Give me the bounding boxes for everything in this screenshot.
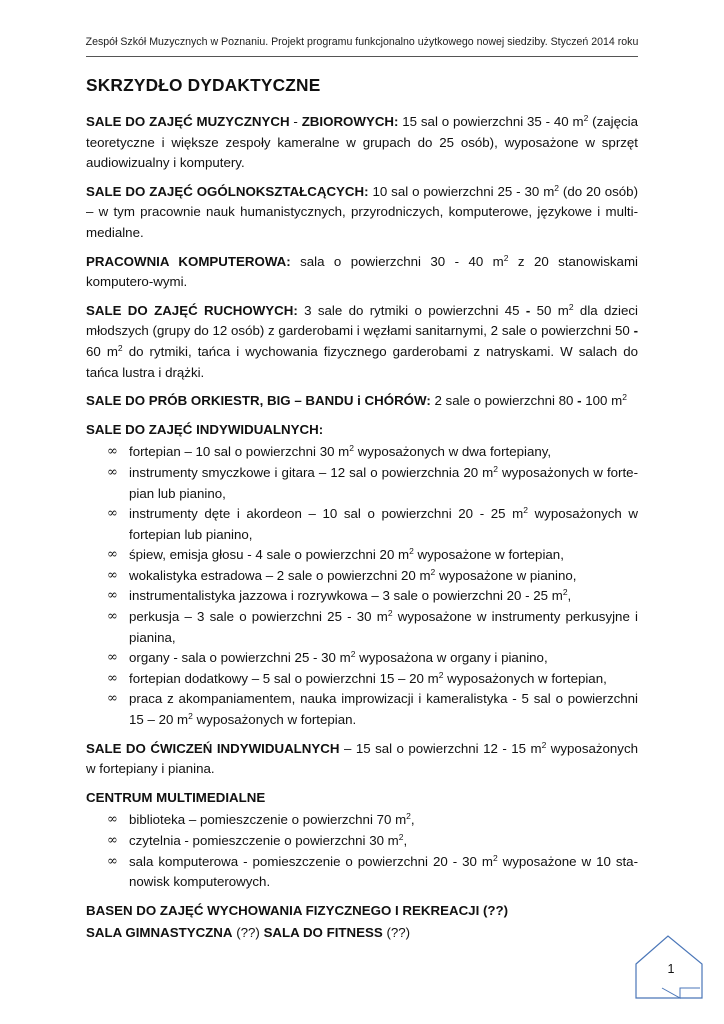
list-item (86, 607, 638, 648)
list-item (86, 442, 638, 463)
item-text: wyposażona w organy i pianino, (355, 650, 548, 666)
item-text: perkusja – 3 sale o powierzchni 25 - 30 m (129, 609, 388, 625)
multimedia-list (86, 810, 638, 892)
infinity-bullet-icon: ∞ (107, 567, 118, 583)
item-text: śpiew, emisja głosu - 4 sale o powierzchni 20 m (129, 547, 410, 563)
heading-label: ZBIOROWYCH: (301, 114, 399, 129)
heading-label: SALE DO ZAJĘĆ OGÓLNOKSZTAŁCĄCYCH: (86, 183, 369, 199)
list-item (86, 463, 638, 504)
paragraph-computer-lab (86, 252, 638, 293)
infinity-bullet-icon: ∞ (107, 547, 118, 563)
item-text: wyposażone w pianino, (435, 567, 577, 583)
heading-label: PRACOWNIA KOMPUTEROWA: (86, 253, 291, 269)
superscript-2: 2 (523, 505, 528, 516)
superscript-2: 2 (350, 649, 356, 660)
paragraph-practice-rooms (86, 739, 638, 780)
body-text: – 15 sal o powierzchni 12 - 15 m (339, 740, 542, 756)
infinity-bullet-icon: ∞ (107, 833, 118, 848)
header-rule (86, 56, 638, 57)
item-text: , (410, 812, 415, 828)
body-text: 10 sal o powierzchni 25 - 30 m (368, 183, 555, 199)
paragraph-pool (86, 901, 638, 922)
body-text: (??) (382, 925, 411, 941)
superscript-2: 2 (117, 342, 123, 353)
item-text: praca z akompaniamentem, nauka improwizacji i kameralistyka - 5 sal o powierzchni 15 – 20 m (129, 691, 638, 728)
body-text: z 20 stanowiskami komputero-wymi. (86, 253, 638, 290)
body-text: 3 sale do rytmiki o powierzchni 45 (297, 302, 526, 318)
body-text: 50 m (530, 302, 569, 318)
body-text: (do 20 osób) – w tym pracownie nauk humanistycznych, przyrodniczych, komputerowe, językowe i multi-medialne. (86, 183, 638, 240)
heading-label: SALE DO PRÓB ORKIESTR, BIG – BANDU i CHÓRÓW: (86, 393, 431, 409)
list-item (86, 504, 638, 545)
body-text: (??) (232, 925, 264, 941)
item-text: fortepian dodatkowy – 5 sal o powierzchni 15 – 20 m (129, 670, 439, 686)
heading-label: SALA DO FITNESS (263, 925, 383, 941)
item-text: wokalistyka estradowa – 2 sale o powierzchni 20 m (129, 567, 431, 583)
paragraph-gym-fitness (86, 923, 638, 944)
item-text: wyposażonych w dwa fortepiany, (354, 444, 552, 460)
heading-label: SALE DO ZAJĘĆ RUCHOWYCH: (86, 302, 298, 318)
superscript-2: 2 (492, 852, 498, 863)
item-text: wyposażone w instrumenty perkusyjne i pianina, (129, 609, 638, 645)
separator: - (289, 114, 302, 129)
heading-label: SALE DO ĆWICZEŃ INDYWIDUALNYCH (86, 740, 340, 756)
heading-label: SALE DO ZAJĘĆ INDYWIDUALNYCH: (86, 421, 324, 437)
bold-dash: - (525, 302, 531, 318)
body-text: 2 sale o powierzchni 80 (430, 393, 578, 409)
superscript-2: 2 (349, 443, 354, 454)
body-text: 15 sal o powierzchni 35 - 40 m (398, 114, 584, 129)
body-text: 60 m (86, 343, 118, 359)
list-item (86, 545, 638, 566)
item-text: , (403, 833, 408, 848)
superscript-2: 2 (583, 113, 589, 123)
item-text: wyposażone w 10 sta-nowisk komputerowych. (129, 853, 638, 890)
superscript-2: 2 (493, 463, 498, 474)
page-content (86, 74, 638, 946)
list-item (86, 648, 638, 669)
item-text: wyposażonych w fortepian, (443, 670, 607, 686)
superscript-2: 2 (541, 739, 547, 750)
superscript-2: 2 (554, 182, 560, 193)
infinity-bullet-icon: ∞ (107, 588, 118, 604)
superscript-2: 2 (438, 669, 444, 680)
superscript-2: 2 (398, 832, 404, 842)
item-text: fortepian – 10 sal o powierzchni 30 m (129, 444, 350, 460)
paragraph-individual-rooms-heading (86, 420, 638, 441)
infinity-bullet-icon: ∞ (107, 506, 118, 522)
list-item (86, 852, 638, 893)
item-text: wyposażone w fortepian, (413, 547, 564, 563)
superscript-2: 2 (409, 546, 414, 557)
item-text: , (567, 588, 572, 604)
superscript-2: 2 (622, 392, 627, 403)
item-text: instrumenty smyczkowe i gitara – 12 sal o powierzchnia 20 m (129, 464, 494, 480)
body-text: wyposażonych w fortepiany i pianina. (86, 740, 638, 777)
infinity-bullet-icon: ∞ (107, 853, 118, 869)
item-text: wyposażonych w fortepian. (192, 712, 357, 728)
infinity-bullet-icon: ∞ (107, 464, 118, 480)
superscript-2: 2 (387, 608, 393, 619)
heading-label: SALE DO ZAJĘĆ MUZYCZNYCH (86, 114, 290, 129)
item-text: czytelnia - pomieszczenie o powierzchni 30 m (129, 833, 399, 848)
body-text: (zajęcia teoretyczne i większe zespoły kameralne w grupach do 25 osób), wyposażone w sprzęt audiowizualny i komputery. (86, 114, 638, 171)
paragraph-rehearsal-rooms (86, 391, 638, 412)
paragraph-multimedia-heading (86, 788, 638, 809)
page-number: 1 (667, 962, 675, 976)
superscript-2: 2 (503, 252, 509, 263)
superscript-2: 2 (430, 566, 436, 577)
paragraph-movement-rooms (86, 301, 638, 383)
page-title: SKRZYDŁO DYDAKTYCZNE (86, 75, 321, 95)
body-text: do rytmiki, tańca i wychowania fizycznego garderobami z natryskami. W salach do tańca lustra i drążki. (86, 343, 638, 380)
individual-rooms-list (86, 442, 638, 730)
list-item (86, 669, 638, 690)
infinity-bullet-icon: ∞ (107, 650, 118, 666)
item-text: instrumentalistyka jazzowa i rozrywkowa – 3 sale o powierzchni 20 - 25 m (129, 588, 563, 604)
item-text: biblioteka – pomieszczenie o powierzchni 70 m (129, 812, 407, 828)
body-text: dla dzieci młodszych (grupy do 12 osób) z garderobami i węzłami sanitarnymi, 2 sale o powierzchni 50 (86, 302, 639, 339)
body-text: 100 m (581, 393, 623, 409)
list-item (86, 566, 638, 587)
paragraph-music-group-rooms (86, 112, 638, 174)
bold-dash: - (633, 323, 638, 339)
item-text: instrumenty dęte i akordeon – 10 sal o powierzchni 20 - 25 m (129, 506, 524, 522)
item-text: sala komputerowa - pomieszczenie o powierzchni 20 - 30 m (129, 853, 493, 869)
infinity-bullet-icon: ∞ (107, 691, 118, 707)
item-text: wyposażonych w forte-pian lub pianino, (129, 464, 638, 501)
bold-dash: - (577, 393, 582, 409)
infinity-bullet-icon: ∞ (107, 444, 118, 460)
heading-label: BASEN DO ZAJĘĆ WYCHOWANIA FIZYCZNEGO I REKREACJI (??) (86, 902, 509, 918)
page-header: Zespół Szkół Muzycznych w Poznaniu. Projekt programu funkcjonalno użytkowego nowej siedziby. Styczeń 2014 roku (85, 36, 639, 48)
heading-label: SALA GIMNASTYCZNA (86, 925, 233, 941)
infinity-bullet-icon: ∞ (107, 812, 118, 828)
infinity-bullet-icon: ∞ (107, 670, 118, 686)
item-text: organy - sala o powierzchni 25 - 30 m (129, 650, 351, 666)
heading-label: CENTRUM MULTIMEDIALNE (86, 789, 266, 805)
item-text: wyposażonych w fortepian lub pianino, (129, 506, 638, 542)
superscript-2: 2 (568, 301, 574, 312)
superscript-2: 2 (562, 587, 568, 598)
list-item (86, 689, 638, 730)
superscript-2: 2 (188, 711, 193, 722)
list-item (86, 831, 638, 852)
list-item (86, 810, 638, 831)
infinity-bullet-icon: ∞ (107, 609, 118, 625)
list-item (86, 586, 638, 607)
body-text: sala o powierzchni 30 - 40 m (290, 253, 504, 269)
superscript-2: 2 (406, 811, 411, 822)
paragraph-general-rooms (86, 182, 638, 244)
